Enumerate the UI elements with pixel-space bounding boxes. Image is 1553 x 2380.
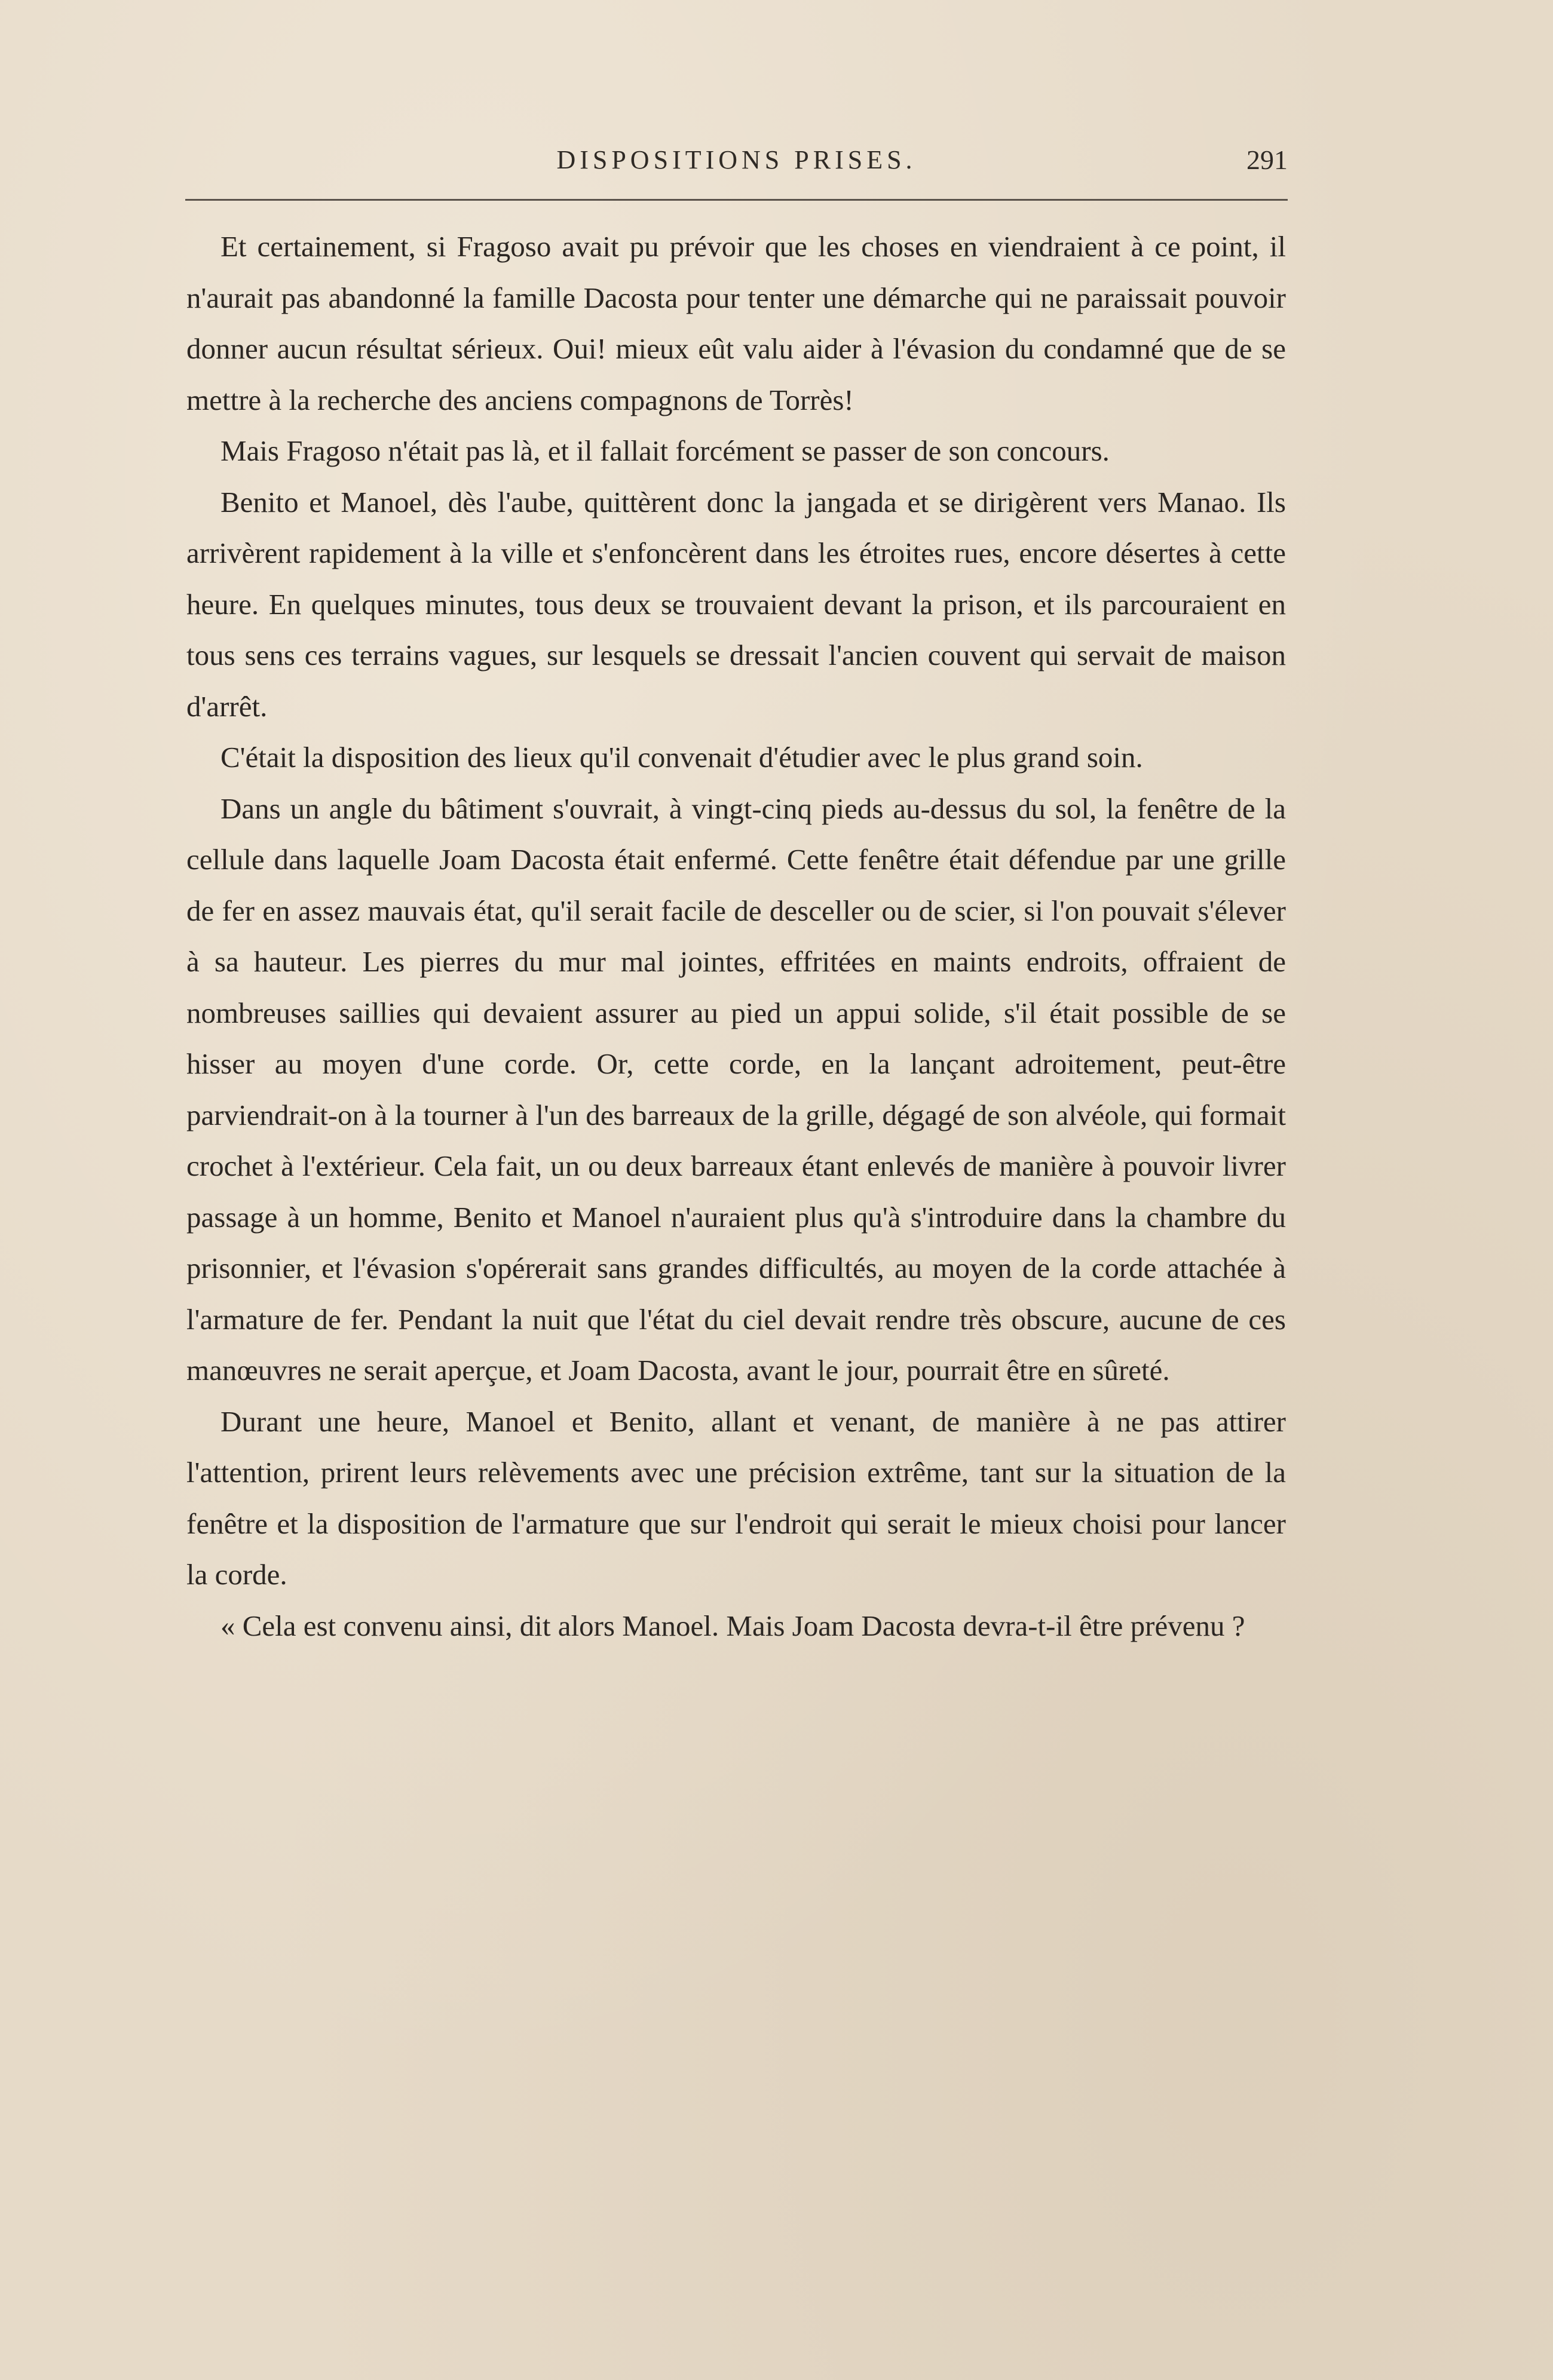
header-rule [185,199,1288,201]
paragraph: Et certainement, si Fragoso avait pu prévoir que les choses en viendraient à ce point, il n'aurait pas abandonné la famille Dacosta pour tenter une démarche qui ne paraissait pouvoir donner aucun résultat sérieux. Oui! mieux eût valu aider à l'évasion du condamné que de se mettre à la recherche des anciens compagnons de Torrès! [186,230,1286,416]
running-head [185,136,1288,184]
paragraph: Mais Fragoso n'était pas là, et il fallait forcément se passer de son concours. [220,434,1110,467]
paragraph: Durant une heure, Manoel et Benito, allant et venant, de manière à ne pas attirer l'attention, prirent leurs relèvements avec une précision extrême, tant sur la situation de la fenêtre et la disposition de l'armature que sur l'endroit qui serait le mieux choisi pour lancer la corde. [186,1404,1286,1591]
paragraph: Benito et Manoel, dès l'aube, quittèrent donc la jangada et se dirigèrent vers Manao. Ils arrivèrent rapidement à la ville et s'enfoncèrent dans les étroites rues, encore désertes à cette heure. En quelques minutes, tous deux se trouvaient devant la prison, et ils parcouraient en tous sens ces terrains vagues, sur lesquels se dressait l'ancien couvent qui servait de maison d'arrêt. [186,485,1286,723]
running-title: DISPOSITIONS PRISES. [556,145,917,174]
paragraph: « Cela est convenu ainsi, dit alors Manoel. Mais Joam Dacosta devra-t-il être prévenu ? [220,1609,1245,1642]
page-number: 291 [1246,145,1288,175]
paragraph: C'était la disposition des lieux qu'il convenait d'étudier avec le plus grand soin. [220,741,1143,774]
paragraph: Dans un angle du bâtiment s'ouvrait, à vingt-cinq pieds au-dessus du sol, la fenêtre de la cellule dans laquelle Joam Dacosta était enfermé. Cette fenêtre était défendue par une grille de fer en assez mauvais état, qu'il serait facile de desceller ou de scier, si l'on pouvait s'élever à sa hauteur. Les pierres du mur mal jointes, effritées en maints endroits, offraient de nombreuses saillies qui devaient assurer au pied un appui solide, s'il était possible de se hisser au moyen d'une corde. Or, cette corde, en la lançant adroitement, peut-être parviendrait-on à la tourner à l'un des barreaux de la grille, dégagé de son alvéole, qui formait crochet à l'extérieur. Cela fait, un ou deux barreaux étant enlevés de manière à pouvoir livrer passage à un homme, Benito et Manoel n'auraient plus qu'à s'introduire dans la chambre du prisonnier, et l'évasion s'opérerait sans grandes difficultés, au moyen de la corde attachée à l'armature de fer. Pendant la nuit que l'état du ciel devait rendre très obscure, aucune de ces manœuvres ne serait aperçue, et Joam Dacosta, avant le jour, pourrait être en sûreté. [186,792,1286,1387]
body-text [186,221,1286,1651]
